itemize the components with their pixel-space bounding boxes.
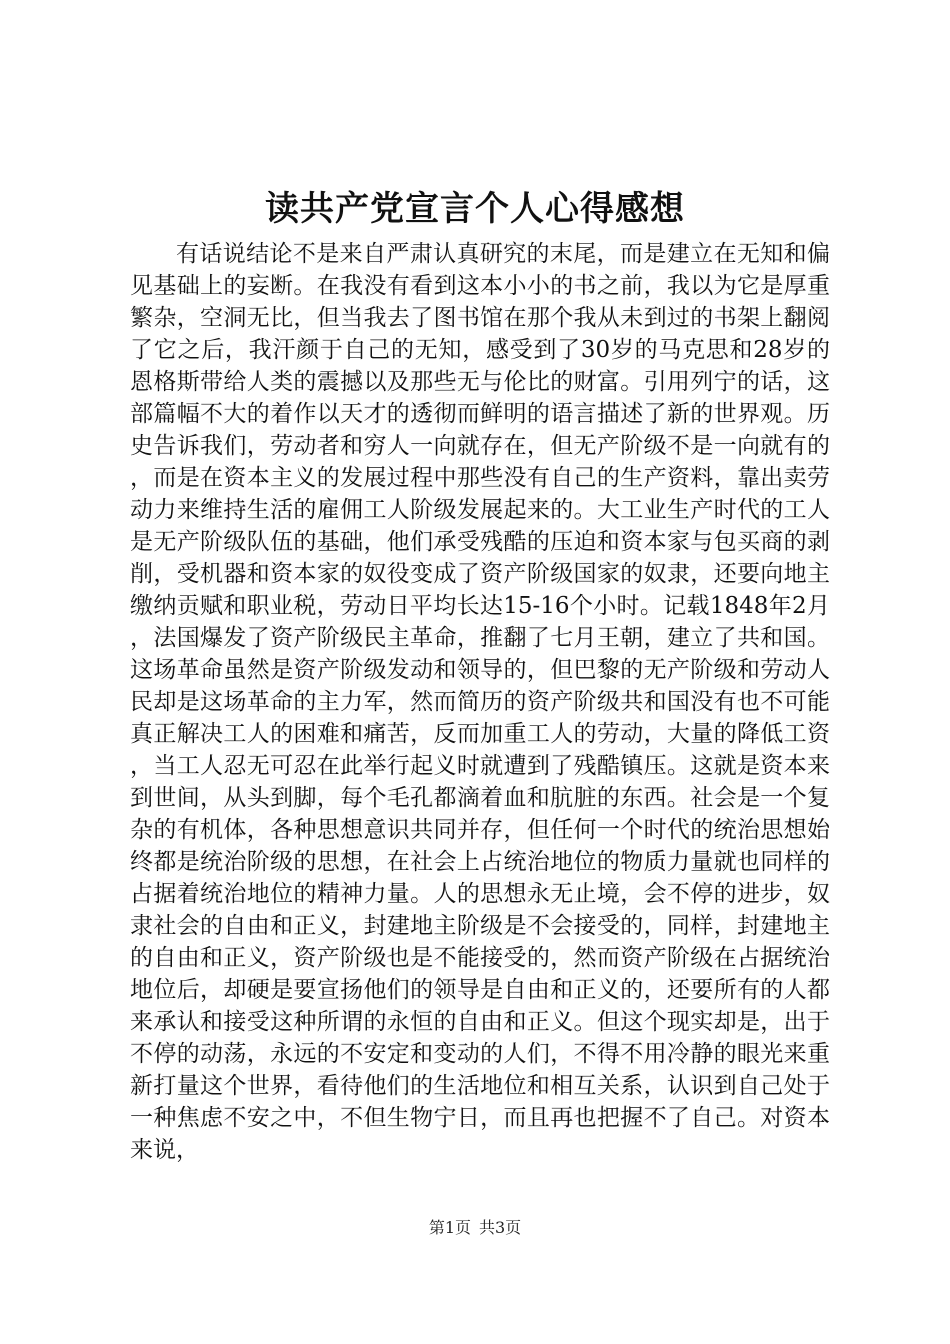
page-footer bbox=[0, 1215, 950, 1238]
page-number: 第1页 bbox=[428, 1218, 471, 1237]
body-paragraph: 有话说结论不是来自严肃认真研究的末尾，而是建立在无知和偏见基础上的妄断。在我没有看到这本小小的书之前，我以为它是厚重繁杂，空洞无比，但当我去了图书馆在那个我从未到过的书架上翻阅了它之后，我汗颜于自己的无知，感受到了30岁的马克思和28岁的恩格斯带给人类的震撼以及那些无与伦比的财富。引用列宁的话，这部篇幅不大的着作以天才的透彻而鲜明的语言描述了新的世界观。历史告诉我们，劳动者和穷人一向就存在，但无产阶级不是一向就有的，而是在资本主义的发展过程中那些没有自己的生产资料，靠出卖劳动力来维持生活的雇佣工人阶级发展起来的。大工业生产时代的工人是无产阶级队伍的基础，他们承受残酷的压迫和资本家与包买商的剥削，受机器和资本家的奴役变成了资产阶级国家的奴隶，还要向地主缴纳贡赋和职业税，劳动日平均长达15-16个小时。记载1848年2月，法国爆发了资产阶级民主革命，推翻了七月王朝，建立了共和国。这场革命虽然是资产阶级发动和领导的，但巴黎的无产阶级和劳动人民却是这场革命的主力军，然而简历的资产阶级共和国没有也不可能真正解决工人的困难和痛苦，反而加重工人的劳动，大量的降低工资，当工人忍无可忍在此举行起义时就遭到了残酷镇压。这就是资本来到世间，从头到脚，每个毛孔都滴着血和肮脏的东西。社会是一个复杂的有机体，各种思想意识共同并存，但任何一个时代的统治思想始终都是统治阶级的思想，在社会上占统治地位的物质力量就也同样的占据着统治地位的精神力量。人的思想永无止境，会不停的进步，奴隶社会的自由和正义，封建地主阶级是不会接受的，同样，封建地主的自由和正义，资产阶级也是不能接受的，然而资产阶级在占据统治地位后，却硬是要宣扬他们的领导是自由和正义的，还要所有的人都来承认和接受这种所谓的永恒的自由和正义。但这个现实却是，出于不停的动荡，永远的不安定和变动的人们，不得不用冷静的眼光来重新打量这个世界，看待他们的生活地位和相互关系，认识到自己处于一种焦虑不安之中，不但生物宁日，而且再也把握不了自己。对资本来说， bbox=[130, 241, 830, 1163]
page-total: 共3页 bbox=[479, 1218, 522, 1237]
document-title: 读共产党宣言个人心得感想 bbox=[265, 189, 685, 229]
